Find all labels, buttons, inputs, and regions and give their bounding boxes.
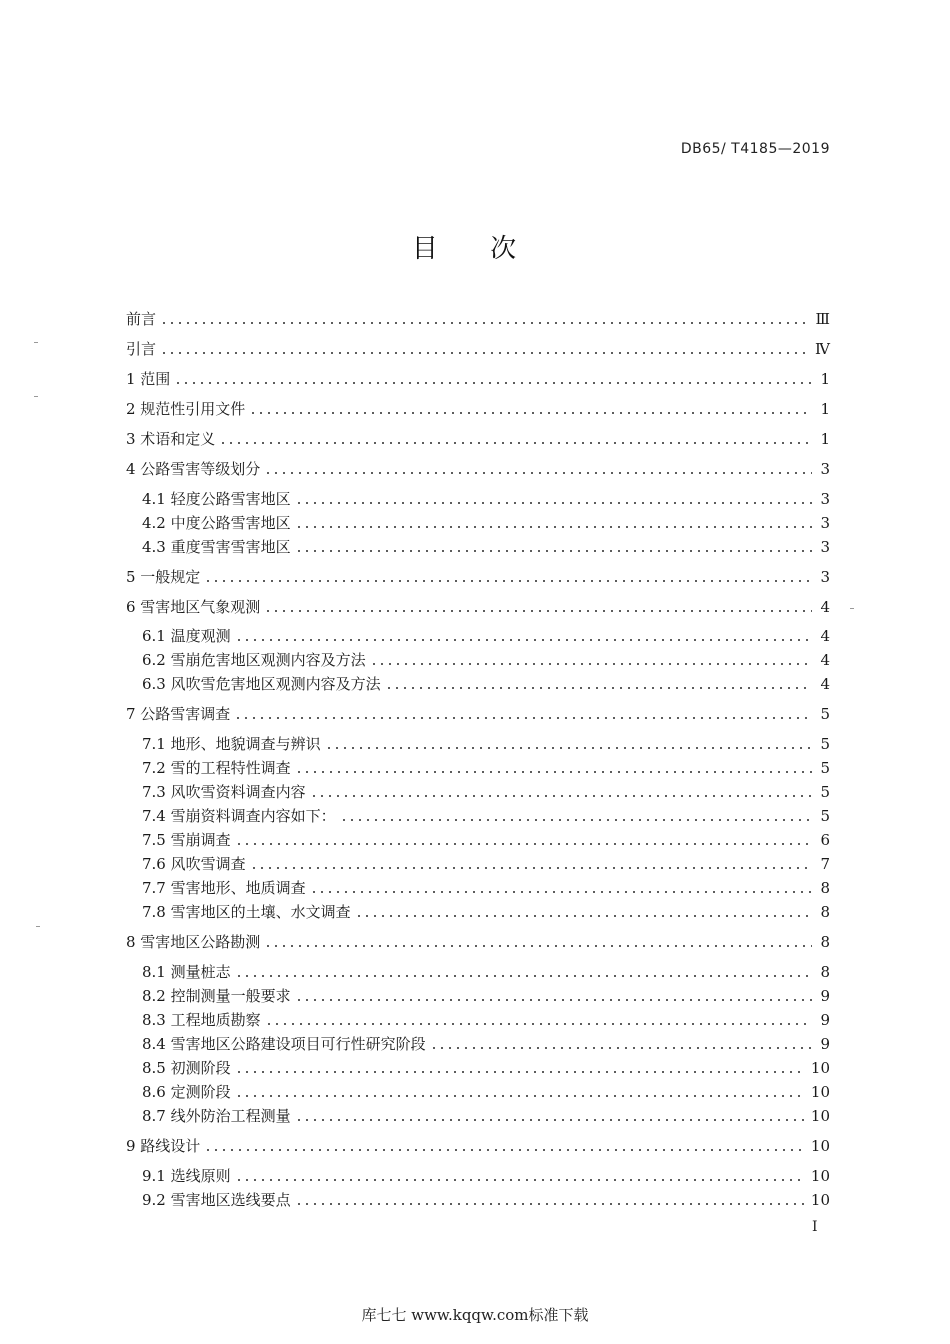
toc-entry-label: 7.4 雪崩资料调查内容如下： (142, 807, 336, 825)
toc-entry-label: 4.2 中度公路雪害地区 (142, 514, 291, 532)
toc-entry-page: 9 (820, 1035, 830, 1053)
toc-entry[interactable] (142, 489, 830, 509)
toc-entry-label: 6.2 雪崩危害地区观测内容及方法 (142, 651, 366, 669)
toc-entry[interactable] (126, 704, 830, 724)
toc-entry-label: 1 范围 (126, 370, 171, 388)
dot-leader (355, 902, 812, 922)
toc-entry-label: 7.2 雪的工程特性调查 (142, 759, 291, 777)
toc-entry-label: 8.5 初测阶段 (142, 1059, 231, 1077)
toc-entry-page: 1 (820, 430, 830, 448)
toc-entry-page: 10 (810, 1107, 830, 1125)
dot-leader (204, 1136, 805, 1156)
toc-entry[interactable] (142, 674, 830, 694)
toc-entry[interactable] (142, 782, 830, 802)
dot-leader (235, 1058, 805, 1078)
dot-leader (160, 339, 809, 359)
toc-entry-page: 8 (820, 933, 830, 951)
toc-entry-page: 10 (810, 1167, 830, 1185)
dot-leader (295, 1106, 805, 1126)
scan-speck (34, 342, 38, 343)
dot-leader (310, 782, 812, 802)
toc-entry-label: 6 雪害地区气象观测 (126, 598, 261, 616)
toc-entry[interactable] (126, 309, 830, 329)
toc-entry-page: 4 (820, 627, 830, 645)
dot-leader (295, 513, 812, 533)
dot-leader (340, 806, 812, 826)
toc-entry[interactable] (142, 986, 830, 1006)
scan-speck (34, 396, 38, 397)
toc-entry[interactable] (126, 399, 830, 419)
toc-entry[interactable] (142, 878, 830, 898)
dot-leader (174, 369, 812, 389)
dot-leader (310, 878, 812, 898)
dot-leader (264, 932, 812, 952)
toc-entry[interactable] (142, 806, 830, 826)
toc-entry[interactable] (126, 1136, 830, 1156)
toc-entry-label: 7.8 雪害地区的土壤、水文调查 (142, 903, 351, 921)
toc-entry-page: 8 (820, 903, 830, 921)
dot-leader (250, 854, 812, 874)
toc-entry-page: 10 (810, 1191, 830, 1209)
toc-entry-label: 8.2 控制测量一般要求 (142, 987, 291, 1005)
toc-entry[interactable] (142, 902, 830, 922)
toc-entry-label: 6.3 风吹雪危害地区观测内容及方法 (142, 675, 381, 693)
toc-entry[interactable] (126, 932, 830, 952)
dot-leader (385, 674, 812, 694)
toc-entry-page: 1 (820, 400, 830, 418)
toc-entry-label: 4 公路雪害等级划分 (126, 460, 261, 478)
toc-entry-label: 7.5 雪崩调查 (142, 831, 231, 849)
toc-entry-page: 5 (820, 807, 830, 825)
toc-entry-page: 8 (820, 963, 830, 981)
dot-leader (160, 309, 810, 329)
toc-entry-page: 4 (820, 675, 830, 693)
toc-entry[interactable] (142, 1190, 830, 1210)
toc-entry-label: 7.1 地形、地貌调查与辨识 (142, 735, 321, 753)
toc-entry-label: 引言 (126, 340, 157, 358)
dot-leader (249, 399, 812, 419)
toc-entry-label: 7.6 风吹雪调查 (142, 855, 246, 873)
toc-entry[interactable] (142, 1166, 830, 1186)
toc-entry[interactable] (142, 513, 830, 533)
toc-entry-page: Ⅳ (815, 340, 830, 358)
dot-leader (295, 1190, 805, 1210)
dot-leader (265, 1010, 812, 1030)
toc-entry[interactable] (142, 758, 830, 778)
page-title: 目 次 (411, 234, 539, 264)
toc-entry-page: 10 (810, 1137, 830, 1155)
toc-entry-label: 9.2 雪害地区选线要点 (142, 1191, 291, 1209)
dot-leader (235, 1166, 805, 1186)
toc-entry-page: 3 (820, 568, 830, 586)
toc-entry-label: 4.3 重度雪害雪害地区 (142, 538, 291, 556)
toc-entry[interactable] (142, 1058, 830, 1078)
dot-leader (235, 626, 812, 646)
dot-leader (235, 1082, 805, 1102)
toc-entry-page: 5 (820, 783, 830, 801)
toc-entry-label: 4.1 轻度公路雪害地区 (142, 490, 291, 508)
toc-entry-page: Ⅲ (815, 310, 830, 328)
toc-entry-page: 10 (810, 1059, 830, 1077)
toc-entry[interactable] (126, 459, 830, 479)
toc-entry[interactable] (142, 1010, 830, 1030)
toc-entry-label: 8.6 定测阶段 (142, 1083, 231, 1101)
toc-entry-label: 7 公路雪害调查 (126, 705, 231, 723)
toc-entry-page: 5 (820, 759, 830, 777)
toc-entry-page: 4 (820, 598, 830, 616)
toc-entry-label: 9 路线设计 (126, 1137, 201, 1155)
toc-entry-label: 9.1 选线原则 (142, 1167, 231, 1185)
toc-entry-label: 6.1 温度观测 (142, 627, 231, 645)
toc-entry-page: 9 (820, 1011, 830, 1029)
dot-leader (264, 459, 812, 479)
toc-entry-page: 3 (820, 514, 830, 532)
scan-speck (850, 608, 854, 609)
toc-entry-page: 6 (820, 831, 830, 849)
toc-entry[interactable] (142, 830, 830, 850)
dot-leader (370, 650, 812, 670)
toc-entry[interactable] (126, 429, 830, 449)
toc-entry-page: 3 (820, 538, 830, 556)
dot-leader (295, 537, 812, 557)
toc-entry[interactable] (142, 537, 830, 557)
dot-leader (235, 962, 812, 982)
toc-entry[interactable] (142, 1034, 830, 1054)
doc-code: DB65/ T4185—2019 (680, 141, 830, 157)
dot-leader (430, 1034, 812, 1054)
scan-speck (36, 926, 40, 927)
toc-entry-label: 5 一般规定 (126, 568, 201, 586)
toc-entry[interactable] (142, 962, 830, 982)
toc-entry-label: 3 术语和定义 (126, 430, 216, 448)
toc-entry[interactable] (142, 734, 830, 754)
toc-entry-page: 1 (820, 370, 830, 388)
toc-entry[interactable] (142, 650, 830, 670)
toc-entry-page: 3 (820, 490, 830, 508)
toc-entry-page: 3 (820, 460, 830, 478)
toc-entry-label: 7.7 雪害地形、地质调查 (142, 879, 306, 897)
toc-entry-page: 9 (820, 987, 830, 1005)
dot-leader (295, 986, 812, 1006)
toc-entry[interactable] (142, 1082, 830, 1102)
dot-leader (295, 489, 812, 509)
toc-entry-label: 8.3 工程地质勘察 (142, 1011, 261, 1029)
dot-leader (264, 597, 812, 617)
toc-entry[interactable] (126, 339, 830, 359)
toc-entry-label: 8.1 测量桩志 (142, 963, 231, 981)
toc-entry-label: 8.7 线外防治工程测量 (142, 1107, 291, 1125)
toc-entry-page: 4 (820, 651, 830, 669)
toc-entry-label: 8.4 雪害地区公路建设项目可行性研究阶段 (142, 1035, 426, 1053)
dot-leader (295, 758, 812, 778)
toc-entry-label: 前言 (126, 310, 157, 328)
toc-entry-page: 7 (820, 855, 830, 873)
toc-entry-page: 5 (820, 735, 830, 753)
toc-entry[interactable] (126, 567, 830, 587)
footer-watermark: 库七七 www.kqqw.com标准下载 (361, 1306, 589, 1324)
dot-leader (204, 567, 812, 587)
toc-entry-label: 8 雪害地区公路勘测 (126, 933, 261, 951)
toc-entry[interactable] (142, 626, 830, 646)
toc-entry-page: 10 (810, 1083, 830, 1101)
dot-leader (325, 734, 812, 754)
toc-entry-label: 7.3 风吹雪资料调查内容 (142, 783, 306, 801)
dot-leader (234, 704, 812, 724)
toc-entry[interactable] (126, 369, 830, 389)
toc-entry-page: 8 (820, 879, 830, 897)
dot-leader (235, 830, 812, 850)
toc-entry[interactable] (142, 854, 830, 874)
toc-entry[interactable] (142, 1106, 830, 1126)
page-number: I (812, 1219, 818, 1235)
toc-entry-label: 2 规范性引用文件 (126, 400, 246, 418)
toc-entry[interactable] (126, 597, 830, 617)
dot-leader (219, 429, 812, 449)
toc-entry-page: 5 (820, 705, 830, 723)
